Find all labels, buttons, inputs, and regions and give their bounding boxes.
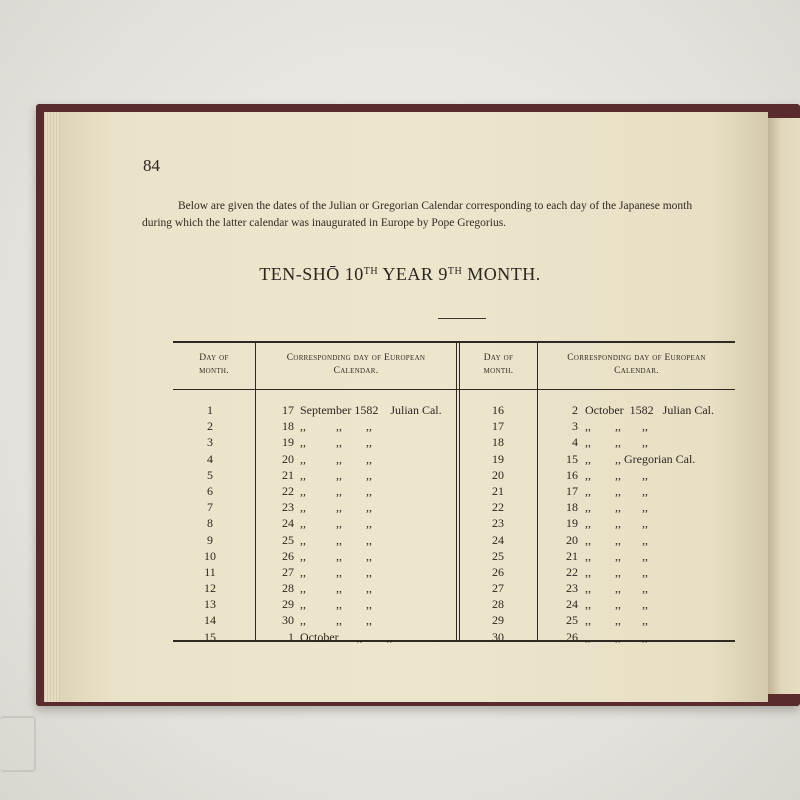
table-row (0, 419, 800, 435)
left-day-cell: 15 (204, 629, 216, 644)
left-date-cell: 28 (282, 581, 294, 596)
right-date-cell: 23 (566, 581, 578, 596)
table-row (0, 581, 800, 597)
left-day-cell: 11 (204, 564, 216, 579)
left-date-cell: 20 (282, 451, 294, 466)
right-date-cell: 3 (572, 419, 578, 434)
left-date-cell: 22 (282, 483, 294, 498)
left-day-cell: 9 (207, 532, 213, 547)
left-month-cell: September 1582 Julian Cal. (300, 403, 442, 417)
table-row (0, 630, 800, 646)
left-month-cell: ,, ,, ,, (300, 532, 372, 547)
header-day-line1: Day of (483, 353, 514, 363)
heading-part-3: MONTH. (462, 264, 541, 284)
right-month-cell: ,, ,, ,, (585, 629, 648, 644)
right-day-cell: 18 (492, 435, 504, 450)
right-date-cell: 22 (566, 564, 578, 579)
left-day-cell: 4 (207, 451, 213, 466)
right-date-cell: 19 (566, 516, 578, 531)
left-day-cell: 5 (207, 467, 213, 482)
watermark-stamp (0, 716, 36, 772)
right-date-cell: 18 (566, 500, 578, 515)
right-day-cell: 30 (492, 629, 504, 644)
intro-line-2: during which the latter calendar was inaugurated in Europe by Pope Gregorius. (142, 217, 507, 229)
right-date-cell: 24 (566, 597, 578, 612)
right-month-cell: ,, ,, ,, (585, 467, 648, 482)
right-day-cell: 16 (492, 403, 504, 417)
right-month-cell: ,, ,, ,, (585, 500, 648, 515)
table-row (0, 613, 800, 629)
table-header-rule (173, 389, 735, 390)
left-month-cell: ,, ,, ,, (300, 548, 372, 563)
heading-sup-2: TH (447, 266, 463, 277)
table-row (0, 435, 800, 451)
right-day-cell: 24 (492, 532, 504, 547)
header-day-right (460, 352, 537, 378)
table-row (0, 468, 800, 484)
heading-part-1: TEN-SHŌ 10 (259, 264, 364, 284)
right-day-cell: 26 (492, 564, 504, 579)
intro-line-1: Below are given the dates of the Julian or Gregorian Calendar corresponding to each day of the Japanese month (178, 200, 693, 212)
right-date-cell: 26 (566, 629, 578, 644)
right-month-cell: ,, ,, ,, (585, 613, 648, 628)
header-corr-line1: Corresponding day of European (286, 353, 426, 363)
left-month-cell: ,, ,, ,, (300, 435, 372, 450)
right-month-cell: ,, ,, ,, (585, 435, 648, 450)
right-day-cell: 25 (492, 548, 504, 563)
page-heading (0, 264, 800, 285)
table-row (0, 597, 800, 613)
left-month-cell: ,, ,, ,, (300, 597, 372, 612)
header-day-line2: month. (199, 366, 229, 376)
left-month-cell: ,, ,, ,, (300, 483, 372, 498)
left-month-cell: ,, ,, ,, (300, 419, 372, 434)
right-date-cell: 15 (566, 451, 578, 466)
right-day-cell: 22 (492, 500, 504, 515)
right-date-cell: 20 (566, 532, 578, 547)
header-day-line2: month. (483, 366, 514, 376)
right-date-cell: 17 (566, 483, 578, 498)
table-row (0, 516, 800, 532)
left-month-cell: ,, ,, ,, (300, 564, 372, 579)
table-row (0, 500, 800, 516)
right-day-cell: 19 (492, 451, 504, 466)
right-month-cell: ,, ,, Gregorian Cal. (585, 451, 696, 466)
right-day-cell: 27 (492, 581, 504, 596)
left-day-cell: 10 (204, 548, 216, 563)
left-day-cell: 8 (207, 516, 213, 531)
left-day-cell: 3 (207, 435, 213, 450)
right-day-cell: 17 (492, 419, 504, 434)
right-month-cell: ,, ,, ,, (585, 581, 648, 596)
header-corr-line2: Calendar. (333, 366, 379, 376)
right-month-cell: ,, ,, ,, (585, 564, 648, 579)
right-date-cell: 21 (566, 548, 578, 563)
left-day-cell: 14 (204, 613, 216, 628)
right-month-cell: ,, ,, ,, (585, 548, 648, 563)
table-row (0, 403, 800, 419)
right-month-cell: October 1582 Julian Cal. (585, 403, 714, 417)
left-date-cell: 30 (282, 613, 294, 628)
right-date-cell: 25 (566, 613, 578, 628)
header-corresponding-left (256, 352, 456, 378)
left-month-cell: ,, ,, ,, (300, 467, 372, 482)
left-date-cell: 21 (282, 467, 294, 482)
right-day-cell: 21 (492, 483, 504, 498)
header-corresponding-right (538, 352, 735, 378)
right-month-cell: ,, ,, ,, (585, 532, 648, 547)
right-month-cell: ,, ,, ,, (585, 483, 648, 498)
left-month-cell: ,, ,, ,, (300, 613, 372, 628)
left-date-cell: 29 (282, 597, 294, 612)
left-date-cell: 18 (282, 419, 294, 434)
left-day-cell: 2 (207, 419, 213, 434)
left-month-cell: ,, ,, ,, (300, 451, 372, 466)
right-month-cell: ,, ,, ,, (585, 516, 648, 531)
heading-ornament-rule (438, 318, 486, 319)
right-date-cell: 16 (566, 467, 578, 482)
right-day-cell: 28 (492, 597, 504, 612)
header-corr-line1: Corresponding day of European (567, 353, 706, 363)
left-month-cell: ,, ,, ,, (300, 516, 372, 531)
heading-sup-1: TH (363, 266, 379, 277)
table-row (0, 452, 800, 468)
table-row (0, 565, 800, 581)
left-day-cell: 13 (204, 597, 216, 612)
left-day-cell: 12 (204, 581, 216, 596)
right-day-cell: 29 (492, 613, 504, 628)
table-row (0, 533, 800, 549)
left-day-cell: 6 (207, 483, 213, 498)
table-row (0, 549, 800, 565)
right-day-cell: 23 (492, 516, 504, 531)
right-date-cell: 4 (572, 435, 578, 450)
left-day-cell: 1 (207, 403, 213, 417)
table-top-rule (173, 341, 735, 343)
header-day-line1: Day of (199, 353, 229, 363)
page-number: 84 (143, 156, 160, 175)
left-date-cell: 27 (282, 564, 294, 579)
left-date-cell: 1 (288, 629, 294, 644)
left-date-cell: 19 (282, 435, 294, 450)
heading-part-2: YEAR 9 (378, 264, 448, 284)
table-row (0, 484, 800, 500)
calendar-table-body (0, 403, 800, 646)
intro-paragraph (142, 198, 762, 232)
right-month-cell: ,, ,, ,, (585, 419, 648, 434)
left-date-cell: 23 (282, 500, 294, 515)
left-month-cell: ,, ,, ,, (300, 581, 372, 596)
left-month-cell: October ,, ,, (300, 629, 393, 644)
left-month-cell: ,, ,, ,, (300, 500, 372, 515)
left-date-cell: 17 (282, 403, 294, 417)
right-month-cell: ,, ,, ,, (585, 597, 648, 612)
right-day-cell: 20 (492, 467, 504, 482)
left-day-cell: 7 (207, 500, 213, 515)
left-date-cell: 25 (282, 532, 294, 547)
header-corr-line2: Calendar. (614, 366, 659, 376)
right-date-cell: 2 (572, 403, 578, 417)
header-day-left (173, 352, 255, 378)
left-date-cell: 24 (282, 516, 294, 531)
left-date-cell: 26 (282, 548, 294, 563)
